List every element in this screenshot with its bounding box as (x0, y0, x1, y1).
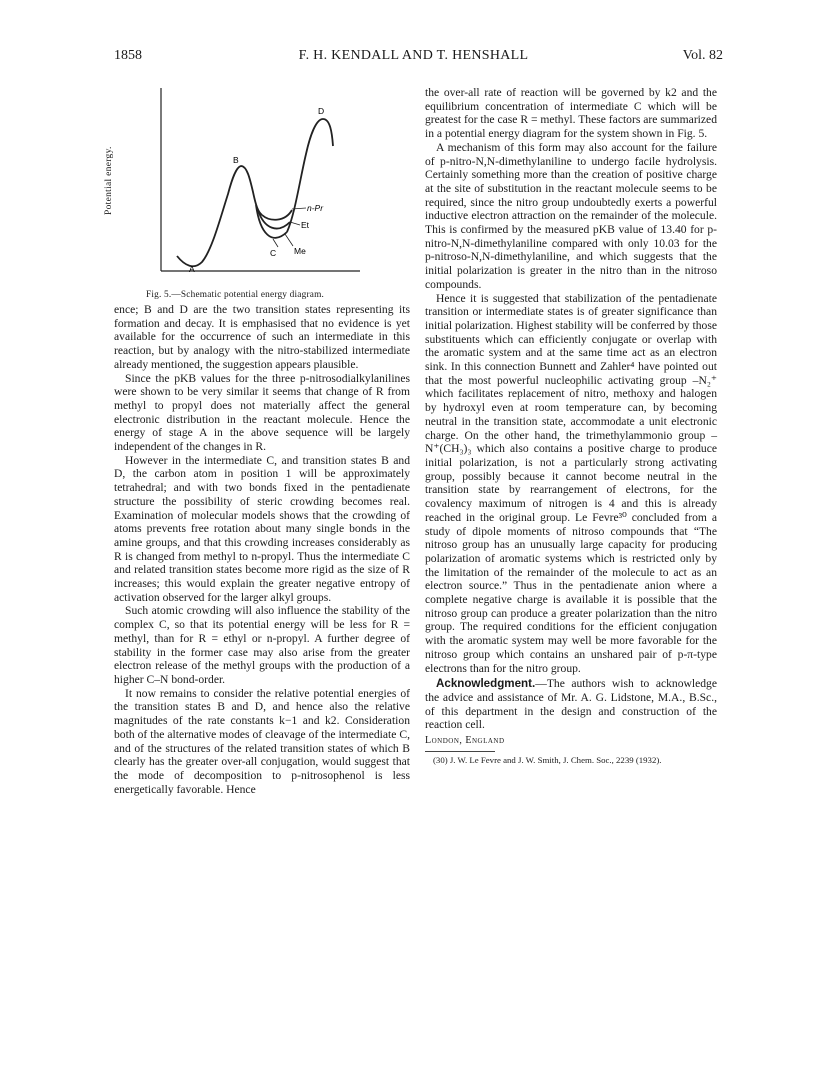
label-et: Et (301, 220, 310, 230)
acknowledgment-heading: Acknowledgment. (436, 677, 536, 691)
label-b: B (233, 155, 239, 165)
potential-energy-diagram (140, 84, 390, 274)
footnote: (30) J. W. Le Fevre and J. W. Smith, J. Chem. Soc., 2239 (1932). (433, 754, 662, 765)
label-d: D (318, 106, 325, 116)
leader-et (290, 222, 300, 225)
paragraph: ence; B and D are the two transition states representing its formation and decay. It is emphasised that no evidence is yet available for the occurrence of such an intermediate in this reaction, but by analogy with the nitro-stabilized intermediate already mentioned, the suggestion appears plausible. (114, 303, 410, 371)
label-c: C (270, 248, 277, 258)
paragraph: It now remains to consider the relative potential energies of the transition states B and D, and hence also the relative magnitudes of the rate constants k−1 and k2. Consideration both of the alternative modes of cleavage of the intermediate C, and of the structures of the related transition states of which B clearly has the greater over-all conjugation, would suggest that the mode of decomposition to p-nitrosophenol is less energetically favorable. Hence (114, 686, 410, 796)
acknowledgment (425, 677, 717, 732)
running-title: F. H. KENDALL AND T. HENSHALL (298, 48, 529, 63)
paragraph: Such atomic crowding will also influence the stability of the complex C, so that its potential energy will be less for R = methyl, than for R = ethyl or n-propyl. A further degree of stability in the former case may also arise from the greater electron release of the methyl groups with the production of a higher C–N bond-order. (114, 604, 410, 686)
label-me: Me (294, 246, 306, 256)
energy-curve-main (177, 166, 262, 266)
leader-c (273, 239, 278, 247)
paragraph: Since the pKB values for the three p-nitrosodialkylanilines were shown to be very similar it seems that change of R from methyl to propyl does not materially affect the general electronic distribution in the reactant molecule. Hence the energy of stage A in the above sequence will be largely independent of the changes in R. (114, 371, 410, 454)
volume-label: Vol. 82 (682, 48, 723, 63)
curve-me (256, 205, 287, 238)
figure-caption: Fig. 5.—Schematic potential energy diagram. (146, 290, 325, 300)
energy-curve-rise (287, 119, 333, 232)
label-npr: n-Pr (307, 203, 324, 213)
paragraph: However in the intermediate C, and transition states B and D, the carbon atom in position 1 will be approximately tetrahedral; and with two bonds fixed in the pentadienate structure the possibility of steric crowding becomes real. Examination of molecular models shows that the crowding of atoms prevents free rotation about many single bonds in the amine groups, and that this crowding increases considerably as R is changed from methyl to n-propyl. Thus the intermediate C and related transition states become more rigid as the size of R increases; this would explain the greater negative entropy of activation observed for the larger alkyl groups. (114, 453, 410, 604)
left-column (114, 303, 410, 796)
y-axis-label: Potential energy. (104, 146, 114, 215)
footnote-rule (425, 751, 495, 752)
page-number: 1858 (114, 48, 142, 63)
paragraph: Hence it is suggested that stabilization of the pentadienate transition or intermediate states is of greater significance than initial polarization. Highest stability will be conferred by those substituents which can efficiently conjugate or overlap with the aromatic system and at the same time act as an electron sink. In this connection Bunnett and Zahler⁴ have pointed out that the most powerful nucleophilic activating group –N₂⁺ which facilitates replacement of nitro, methoxy and halogen by hydroxyl even at room temperature can, by becoming neutral in the transition state, accommodate a unit electronic charge. On the other hand, the trimethylammonio group –N⁺(CH₃)₃ which also contains a positive charge to produce initial polarization, is not a particularly strong activating group, possibly because it cannot become neutral in the transition state by rearrangement of electrons, for the covalency maximum of nitrogen is 4 and this is already reached in the original group. Le Fevre³⁰ concluded from a study of dipole moments of nitroso compounds that “The nitroso group has an unusually large capacity for producing polarization of aromatic systems which is restricted only by the limitation of the remainder of the molecule to act as an electron source.” Thus in the pentadienate anion where a complete negative charge is available it is possible that the nitroso group can produce a greater polarization than the nitro group. The required conditions for the efficient conjugation with the aromatic system may well be more favorable for the nitroso group which contains an unshared pair of p-π-type electrons than for the nitro group. (425, 291, 717, 675)
acknowledgment-text: —The authors wish to acknowledge the advice and assistance of Mr. A. G. Lidstone, M.A., B.Sc., of this department in the design and construction of the reaction cell. (425, 677, 717, 732)
figure-5 (140, 84, 390, 274)
paragraph: A mechanism of this form may also account for the failure of p-nitro-N,N-dimethylaniline to undergo facile hydrolysis. Certainly something more than the creation of positive charge at the site of substitution in the reactant molecule seems to be required, since the nitro group undoubtedly exerts a powerful inductive electron attraction on the remainder of the molecule. This is confirmed by the measured pKB value of 13.40 for p-nitro-N,N-dimethylaniline compared with only 10.03 for the p-nitroso-N,N-dimethylaniline, and which suggests that the initial polarization is greater in the nitro than in the nitroso compounds. (425, 140, 717, 291)
label-a: A (189, 264, 195, 274)
leader-me (285, 234, 293, 246)
location: London, England (425, 735, 505, 747)
paragraph: the over-all rate of reaction will be governed by k2 and the equilibrium concentration of intermediate C which will be greatest for the case R = methyl. These factors are summarized in a potential energy diagram for the system shown in Fig. 5. (425, 86, 717, 141)
right-column (425, 86, 717, 766)
curve-npr (262, 210, 292, 220)
